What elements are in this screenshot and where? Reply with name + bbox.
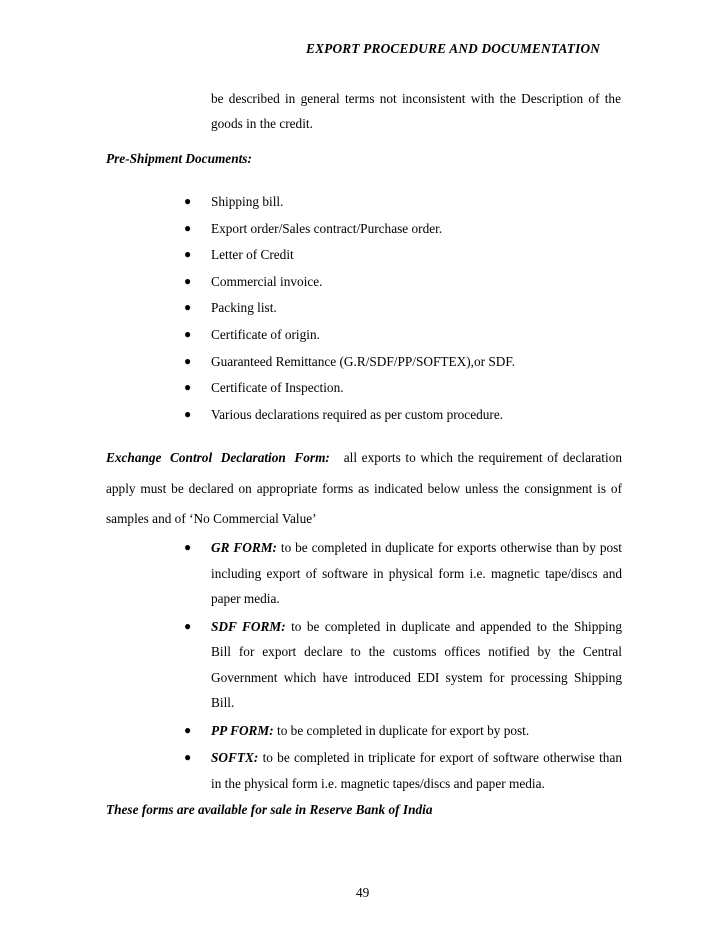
list-item: ● Certificate of Inspection. <box>184 380 344 396</box>
bullet-icon: ● <box>184 406 192 421</box>
list-item: ● Shipping bill. <box>184 194 284 209</box>
list-item: ● SOFTX: to be completed in triplicate for export of software otherwise than in the physical form i.e. magnetic tapes/discs and paper media. <box>184 745 622 796</box>
list-item: ● Packing list. <box>184 300 277 316</box>
page-number: 49 <box>356 885 370 900</box>
exchange-control-title: Exchange Control Declaration Form: <box>106 450 330 465</box>
running-header: EXPORT PROCEDURE AND DOCUMENTATION <box>306 41 601 56</box>
footer-note: These forms are available for sale in Reserve Bank of India <box>106 802 433 817</box>
list-item: ● Certificate of origin. <box>184 326 320 342</box>
bullet-icon: ● <box>184 722 192 737</box>
list-item: ● GR FORM: to be completed in duplicate for exports otherwise than by post including export of software in physical form i.e. magnetic tape/discs and paper media. <box>184 535 622 612</box>
list-item: ● Guaranteed Remittance (G.R/SDF/PP/SOFTEX),or SDF. <box>184 353 516 369</box>
forms-list <box>184 535 622 796</box>
bullet-icon: ● <box>184 300 192 315</box>
bullet-icon: ● <box>184 750 192 764</box>
bullet-icon: ● <box>184 540 192 554</box>
bullet-icon: ● <box>184 326 192 341</box>
bullet-icon: ● <box>184 194 192 208</box>
bullet-icon: ● <box>184 273 192 288</box>
bullet-icon: ● <box>184 380 192 395</box>
form-term: SDF FORM: <box>211 618 286 634</box>
list-item: ● Export order/Sales contract/Purchase order. <box>184 220 443 236</box>
bullet-icon: ● <box>184 618 192 633</box>
list-item: ● Commercial invoice. <box>184 273 323 289</box>
pre-shipment-list <box>184 192 515 431</box>
pre-shipment-title: Pre-Shipment Documents: <box>106 151 252 166</box>
list-item: ● PP FORM: to be completed in duplicate for export by post. <box>184 718 622 744</box>
exchange-control-paragraph <box>106 443 622 535</box>
form-term: PP FORM: <box>211 722 274 738</box>
form-term: SOFTX: <box>211 750 259 765</box>
list-item: ● Letter of Credit <box>184 247 294 263</box>
list-item: ● Various declarations required as per custom procedure. <box>184 406 504 422</box>
form-term: GR FORM: <box>211 540 277 555</box>
continuation-text: be described in general terms not inconsistent with the Description of the goods in the credit. <box>211 91 621 131</box>
exchange-control-text: all exports to which the requirement of declaration apply must be declared on appropriate forms as indicated below unless the consignment is of samples and of ‘No Commercial Value’ <box>106 450 622 526</box>
bullet-icon: ● <box>184 220 192 235</box>
list-item: ● SDF FORM: to be completed in duplicate and appended to the Shipping Bill for export declare to the customs offices notified by the Central Government which have introduced EDI system for processing Shipping Bill. <box>184 614 622 716</box>
bullet-icon: ● <box>184 247 192 262</box>
bullet-icon: ● <box>184 353 192 368</box>
